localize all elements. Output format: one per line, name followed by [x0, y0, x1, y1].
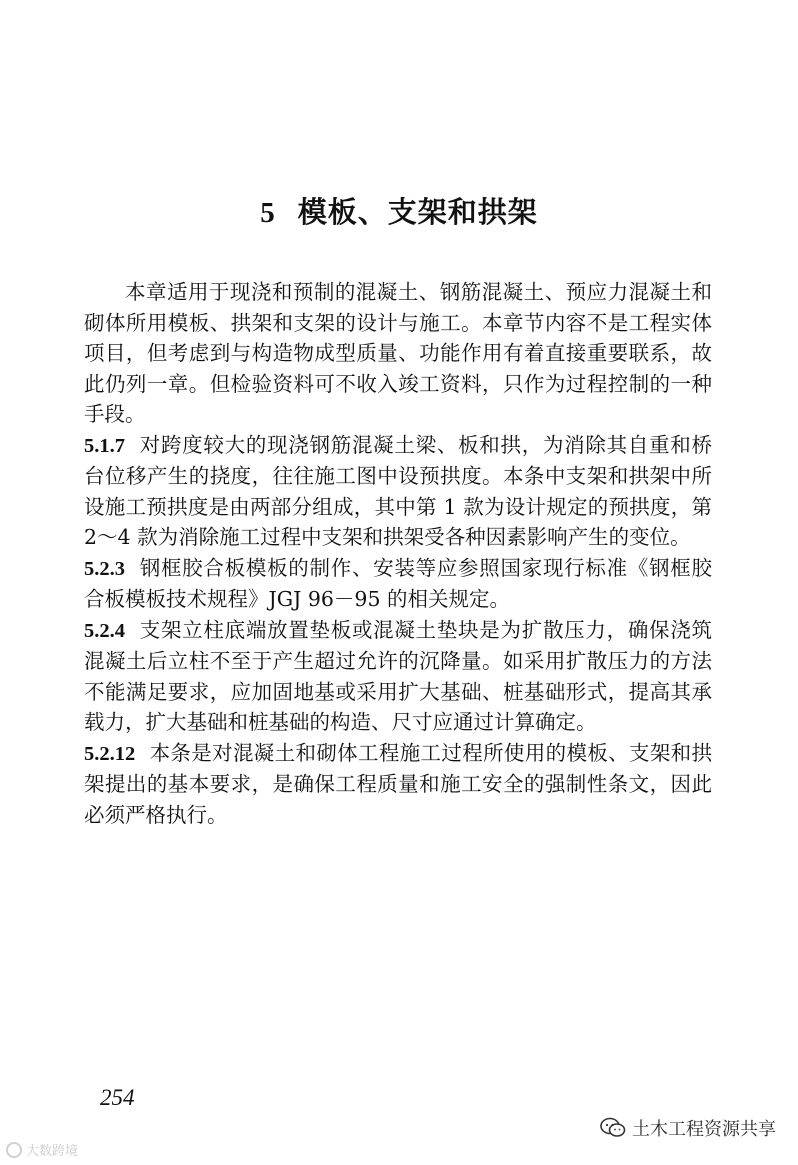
watermark-right — [600, 1115, 776, 1141]
clause-number: 5.2.3 — [84, 557, 125, 580]
chapter-title-text: 模板、支架和拱架 — [297, 195, 538, 229]
watermark-left-text: 大数跨境 — [26, 1144, 79, 1159]
watermark-right-text: 土木工程资源共享 — [632, 1119, 776, 1140]
watermark-left — [6, 1140, 78, 1159]
clause-paragraph — [84, 738, 712, 831]
clause-number: 5.1.7 — [84, 434, 125, 457]
clause-text: 支架立柱底端放置垫板或混凝土垫块是为扩散压力，确保浇筑混凝土后立柱不至于产生超过允许的沉降量。如采用扩散压力的方法不能满足要求，应加固地基或采用扩大基础、桩基础形式，提高其承载力，扩大基础和桩基础的构造、尺寸应通过计算确定。 — [84, 617, 712, 734]
clause-number: 5.2.4 — [84, 619, 125, 642]
clause-text: 本条是对混凝土和砌体工程施工过程所使用的模板、支架和拱架提出的基本要求，是确保工程质量和施工安全的强制性条文，因此必须严格执行。 — [84, 740, 712, 827]
wechat-icon — [600, 1117, 626, 1139]
page-number: 254 — [100, 1085, 135, 1110]
clause-text: 钢框胶合板模板的制作、安装等应参照国家现行标准《钢框胶合板模板技术规程》JGJ 96－95 的相关规定。 — [84, 555, 712, 611]
clause-number: 5.2.12 — [84, 742, 136, 765]
chapter-number: 5 — [260, 197, 276, 229]
document-body — [84, 277, 712, 830]
clause-paragraph — [84, 553, 712, 615]
clause-text: 对跨度较大的现浇钢筋混凝土梁、板和拱，为消除其自重和桥台位移产生的挠度，往往施工图中设预拱度。本条中支架和拱架中所设施工预拱度是由两部分组成，其中第 1 款为设计规定的预拱度，第 2～4 款为消除施工过程中支架和拱架受各种因素影响产生的变位。 — [84, 432, 712, 549]
clause-paragraph — [84, 615, 712, 738]
watermark-circle-icon — [6, 1142, 22, 1158]
clause-paragraph — [84, 430, 712, 553]
intro-paragraph: 本章适用于现浇和预制的混凝土、钢筋混凝土、预应力混凝土和砌体所用模板、拱架和支架的设计与施工。本章节内容不是工程实体项目，但考虑到与构造物成型质量、功能作用有着直接重要联系，故此仍列一章。但检验资料可不收入竣工资料，只作为过程控制的一种手段。 — [84, 280, 712, 426]
chapter-title — [0, 190, 798, 231]
